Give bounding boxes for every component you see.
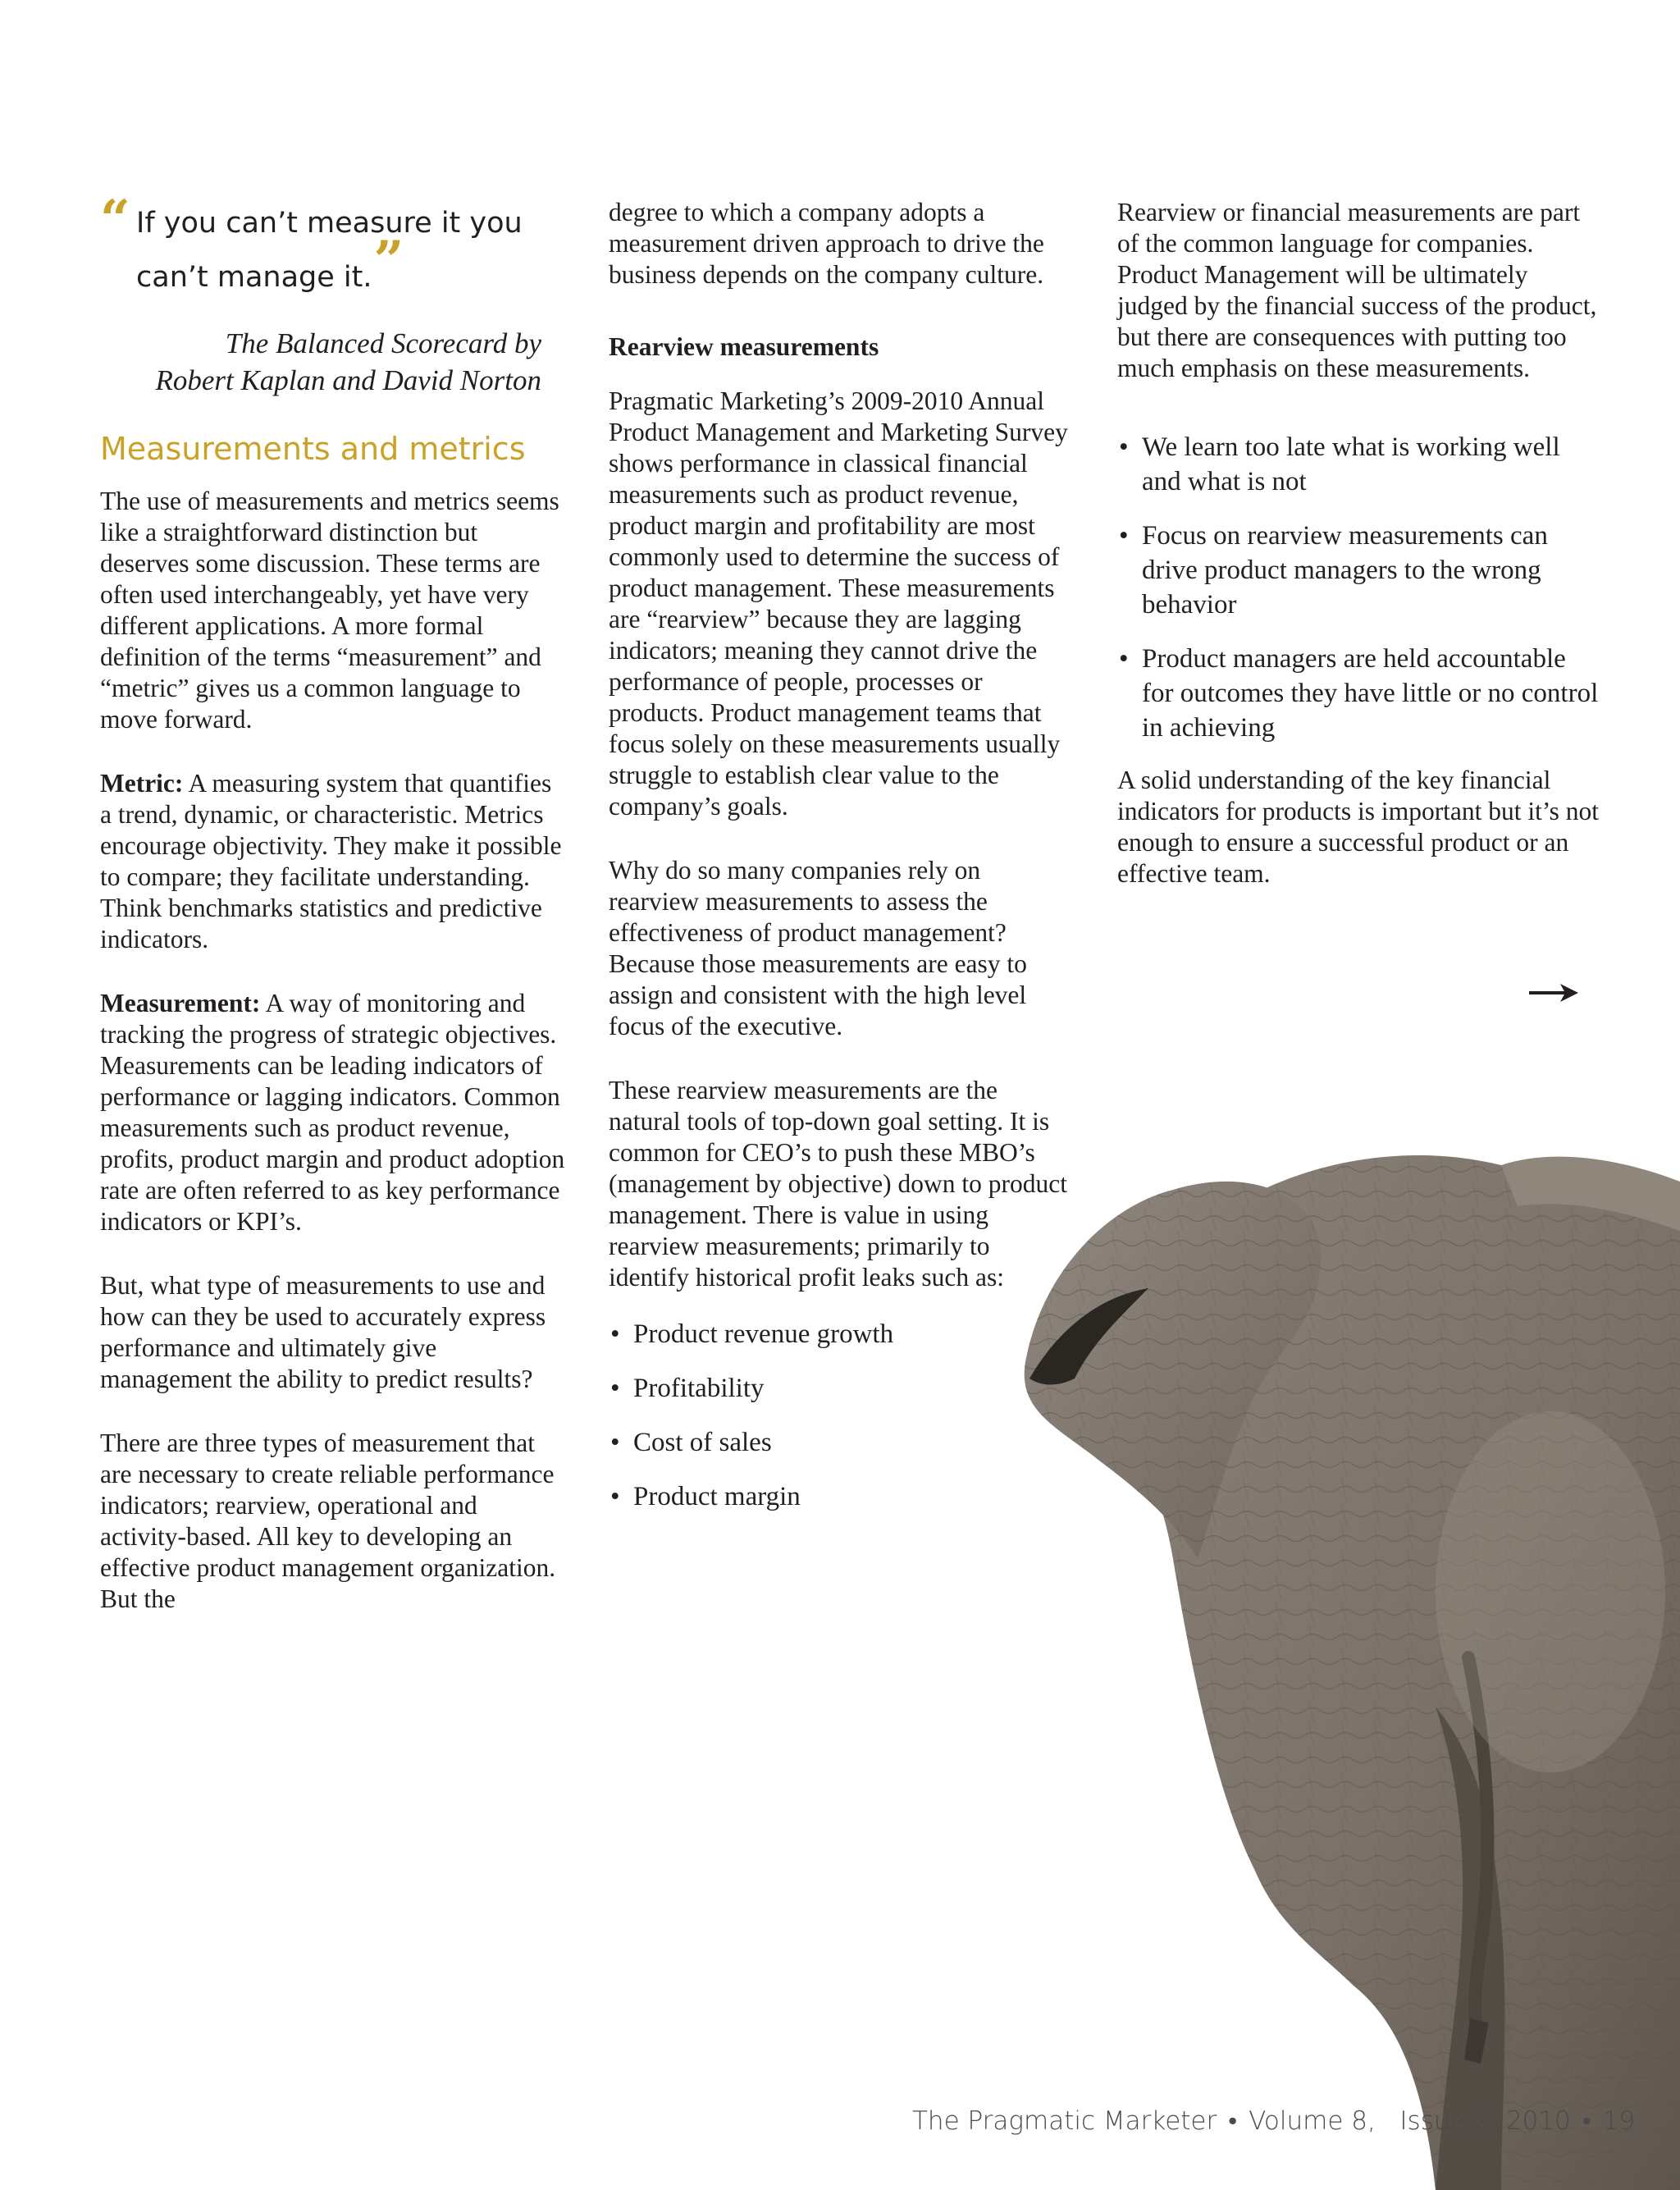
list-item: • Profitability: [609, 1372, 1068, 1405]
measurement-term: Measurement:: [100, 989, 261, 1017]
rearview-subheading: Rearview measurements: [609, 332, 879, 361]
types-paragraph: There are three types of measurement that are necessary to create reliable performance indicators; rearview, operational and activity-based. All key to developing an effective product management organization. But the: [100, 1429, 556, 1613]
natural-tools-paragraph: These rearview measurements are the natural tools of top-down goal setting. It is common for CEO’s to push these MBO’s (management by objective) down to product management. There is value in using rearview measurements; primarily to identify historical profit leaks such as:: [609, 1076, 1067, 1292]
close-quote-mark: ”: [373, 230, 404, 291]
page-footer: [912, 2106, 1635, 2136]
page-number: 19: [1602, 2106, 1636, 2136]
list-item: • We learn too late what is working well and what is not: [1117, 430, 1601, 499]
survey-paragraph: Pragmatic Marketing’s 2009-2010 Annual Product Management and Marketing Survey shows performance in classical financial measurements such as product revenue, product margin and profitability are most commonly used to determine the success of product management. These measurements are “rearview” because they are lagging indicators; meaning they cannot drive the performance of people, processes or products. Product management teams that focus solely on these measurements usually struggle to establish clear value to the company’s goals.: [609, 386, 1068, 821]
list-item: • Product margin: [609, 1480, 1068, 1513]
metric-definition: [100, 768, 568, 955]
profit-leak-list: [609, 1318, 1068, 1513]
metric-term: Metric:: [100, 769, 184, 798]
footer-separator: •: [1228, 2106, 1238, 2136]
section-heading: Measurements and metrics: [100, 431, 526, 467]
conclusion-paragraph: A solid understanding of the key financial indicators for products is important but it’s not enough to ensure a successful product or an effective team.: [1117, 766, 1600, 888]
list-item: • Cost of sales: [609, 1426, 1068, 1459]
list-item: • Focus on rearview measurements can drive product managers to the wrong behavior: [1117, 519, 1601, 622]
question-paragraph: But, what type of measurements to use and how can they be used to accurately express performance and ultimately give management the ability to predict results?: [100, 1271, 546, 1393]
quote-attribution: [100, 325, 568, 399]
measurement-definition: [100, 988, 568, 1237]
column-2: [609, 197, 1068, 1534]
measurement-text: A way of monitoring and tracking the progress of strategic objectives. Measurements can be leading indicators of performance or lagging indicators. Common measurements such as product revenue, profits, product margin and product adoption rate are often referred to as key performance indicators or KPI’s.: [100, 989, 565, 1236]
attribution-line-1: The Balanced Scorecard by: [225, 327, 541, 359]
column-1: [100, 189, 568, 1615]
list-item: • Product revenue growth: [609, 1318, 1068, 1351]
list-item: • Product managers are held accountable for outcomes they have little or no control in achieving: [1117, 642, 1601, 745]
why-paragraph: Why do so many companies rely on rearview measurements to assess the effectiveness of product management? Because those measurements are easy to assign and consistent with the high level focus of the executive.: [609, 856, 1027, 1040]
issue-label: Issue 2, 2010: [1399, 2106, 1571, 2136]
footer-separator: •: [1582, 2106, 1591, 2136]
volume-label: Volume 8,: [1249, 2106, 1376, 2136]
financial-paragraph: Rearview or financial measurements are part of the common language for companies. Product Management will be ultimately judged by the financial success of the product, but there are consequences with putting too much emphasis on these measurements.: [1117, 198, 1597, 382]
publication-name: The Pragmatic Marketer: [912, 2106, 1217, 2136]
attribution-line-2: Robert Kaplan and David Norton: [155, 364, 541, 396]
elephant-image: [1009, 1132, 1680, 2190]
metric-text: A measuring system that quantifies a trend, dynamic, or characteristic. Metrics encourage objectivity. They make it possible to compare; they facilitate understanding. Think benchmarks statistics and predictive indicators.: [100, 769, 562, 953]
arrow-right-icon: [1527, 981, 1580, 1005]
open-quote-mark: “: [100, 189, 130, 250]
quote-line-1: If you can’t measure it you: [136, 207, 523, 240]
quote-line-2: can’t manage it.: [136, 261, 372, 294]
culture-paragraph: degree to which a company adopts a measurement driven approach to drive the business depends on the company culture.: [609, 198, 1044, 289]
consequence-list: [1117, 430, 1601, 745]
intro-paragraph: The use of measurements and metrics seems like a straightforward distinction but deserves some discussion. These terms are often used interchangeably, yet have very different applications. A more formal definition of the terms “measurement” and “metric” gives us a common language to move forward.: [100, 487, 559, 734]
column-3: [1117, 197, 1601, 889]
pull-quote: [100, 189, 568, 300]
